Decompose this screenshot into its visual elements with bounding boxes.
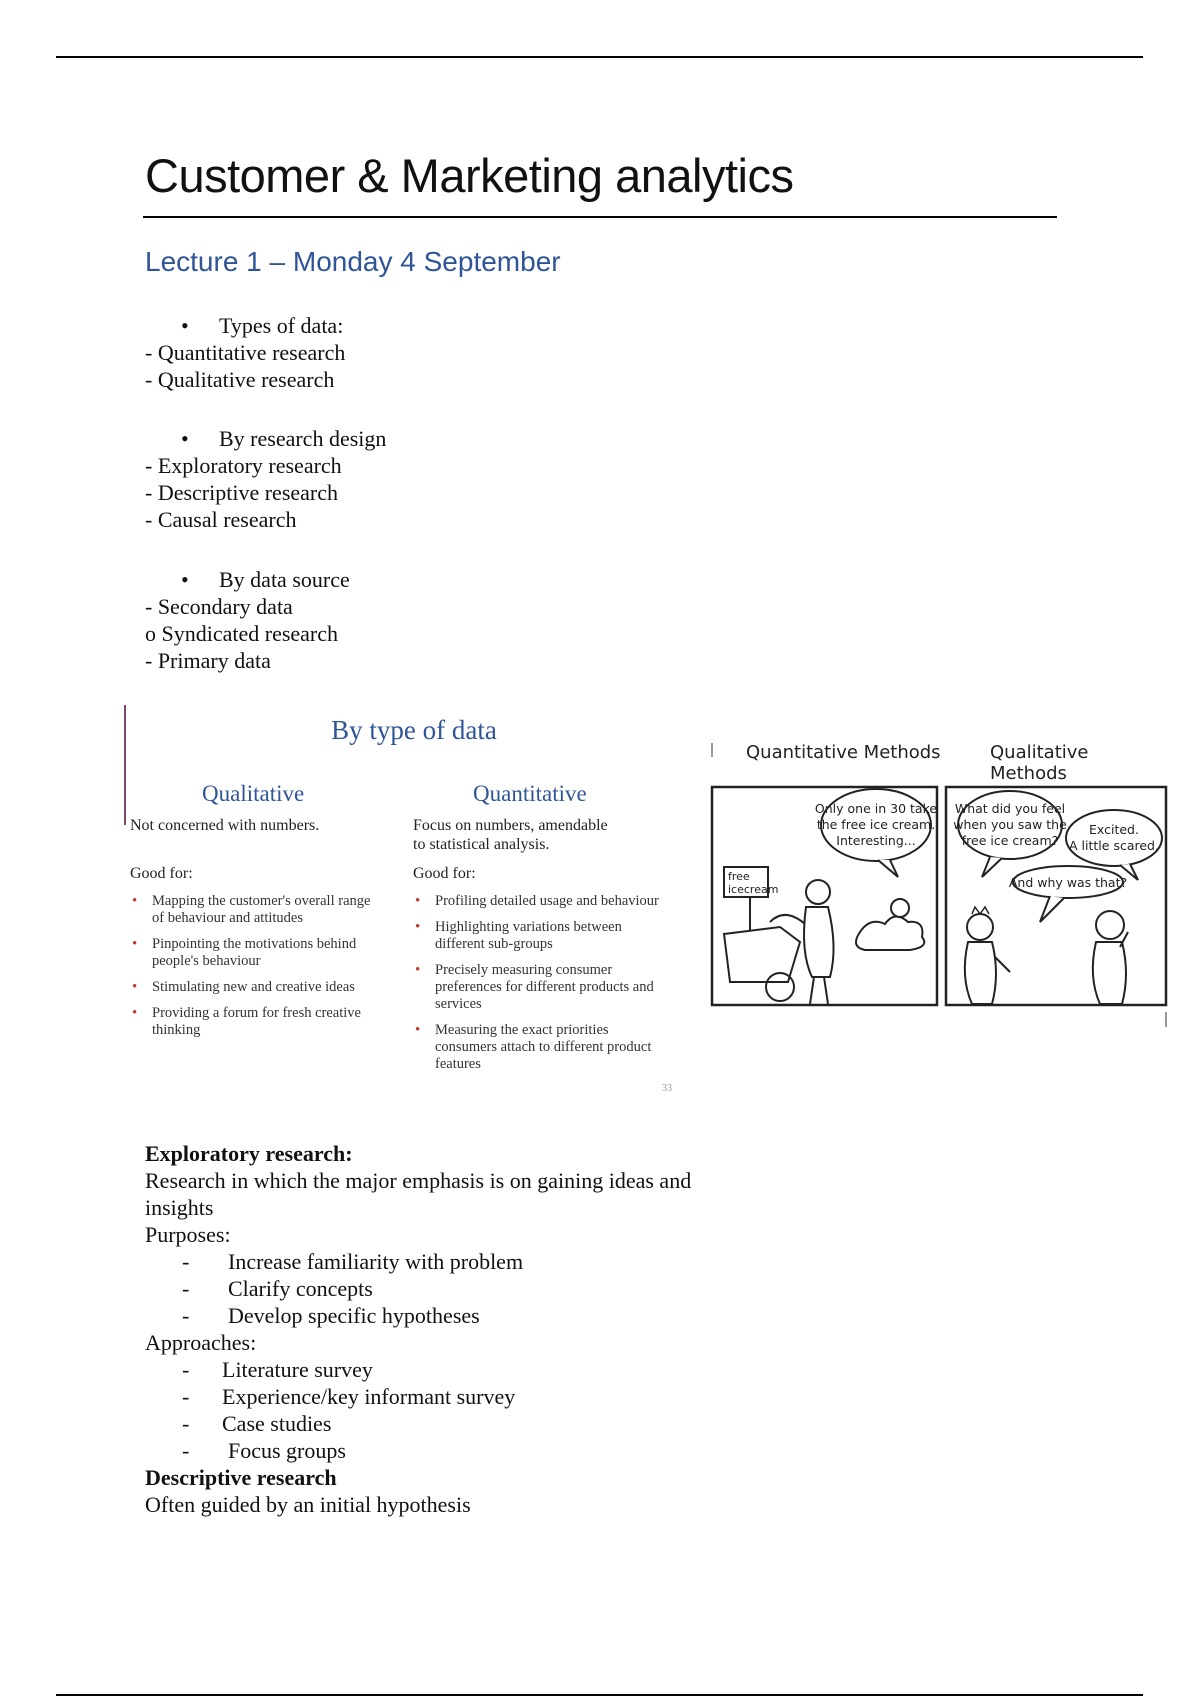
bullet-label: By research design	[219, 426, 387, 451]
cart	[724, 927, 800, 982]
cloud-figure	[856, 916, 924, 950]
exploratory-definition-2: insights	[145, 1195, 214, 1220]
list-item: - Increase familiarity with problem	[182, 1249, 524, 1274]
list-item: - Develop specific hypotheses	[182, 1303, 480, 1328]
exploratory-heading: Exploratory research:	[145, 1141, 353, 1166]
descriptive-text: Often guided by an initial hypothesis	[145, 1492, 471, 1517]
top-rule	[56, 56, 1143, 58]
slide-page-number: 33	[662, 1083, 672, 1094]
respondent-figure	[1096, 911, 1124, 939]
bullet-item	[145, 566, 350, 593]
left-bubble-line: Interesting...	[836, 833, 916, 848]
bullet-label: Types of data:	[219, 313, 344, 338]
quantitative-good-for: Good for:	[413, 865, 476, 882]
title-underline	[143, 216, 1057, 218]
list-item: - Causal research	[145, 507, 297, 532]
qualitative-methods-label: Qualitative Methods	[990, 742, 1089, 784]
comic-illustration	[710, 742, 1168, 1032]
right-bubble-2-line: Excited.	[1089, 822, 1139, 837]
quantitative-description-2: to statistical analysis.	[413, 836, 550, 853]
bullet-dot-icon: •	[181, 313, 189, 338]
list-item: • Profiling detailed usage and behaviour	[413, 893, 673, 910]
lecture-heading: Lecture 1 – Monday 4 September	[145, 246, 561, 277]
purposes-label: Purposes:	[145, 1222, 231, 1247]
right-bubble-1-line: What did you feel	[954, 801, 1066, 816]
slide-image	[124, 705, 672, 1100]
list-item: - Focus groups	[182, 1438, 346, 1463]
qualitative-good-for: Good for:	[130, 865, 193, 882]
list-item: • Stimulating new and creative ideas	[130, 979, 380, 996]
list-item: - Experience/key informant survey	[182, 1384, 516, 1409]
comic-drawing	[710, 742, 1168, 1032]
qualitative-list	[130, 893, 380, 1048]
quantitative-methods-label: Quantitative Methods	[746, 742, 941, 763]
bullet-label: By data source	[219, 567, 350, 592]
list-item: • Mapping the customer's overall range of behaviour and attitudes	[130, 893, 380, 927]
list-item: - Case studies	[182, 1411, 332, 1436]
exploratory-definition-1: Research in which the major emphasis is on gaining ideas and	[145, 1168, 692, 1193]
left-bubble-line: the free ice cream.	[816, 817, 936, 832]
list-item: - Quantitative research	[145, 340, 346, 365]
exploratory-section	[145, 1140, 691, 1518]
quantitative-list	[413, 893, 673, 1082]
slide-title: By type of data	[331, 715, 497, 745]
quantitative-heading: Quantitative	[473, 781, 587, 806]
research-design-group	[145, 425, 386, 533]
interviewer-figure	[967, 914, 993, 940]
bullet-dot-icon: •	[181, 426, 189, 451]
right-bubble-1-line: free ice cream?	[961, 833, 1059, 848]
list-item: • Providing a forum for fresh creative thinking	[130, 1005, 380, 1039]
approaches-label: Approaches:	[145, 1330, 257, 1355]
list-item: - Exploratory research	[145, 453, 342, 478]
descriptive-heading: Descriptive research	[145, 1465, 337, 1490]
vendor-figure	[806, 880, 830, 904]
list-item: • Highlighting variations between different sub-groups	[413, 919, 673, 953]
data-source-group	[145, 566, 350, 674]
right-bubble-2-line: A little scared.	[1069, 838, 1159, 853]
quantitative-description-1: Focus on numbers, amendable	[413, 817, 608, 834]
list-item: • Measuring the exact priorities consumers attach to different product features	[413, 1022, 673, 1073]
list-item: o Syndicated research	[145, 621, 339, 646]
left-bubble-line: Only one in 30 take	[814, 801, 938, 816]
qualitative-description: Not concerned with numbers.	[130, 817, 320, 834]
list-item: • Pinpointing the motivations behind people's behaviour	[130, 936, 380, 970]
right-bubble-3-line: And why was that?	[1008, 875, 1128, 890]
list-item: - Qualitative research	[145, 367, 335, 392]
sign-text: icecream	[728, 883, 779, 896]
bullet-item	[145, 312, 345, 339]
list-item: - Descriptive research	[145, 480, 339, 505]
list-item: - Clarify concepts	[182, 1276, 373, 1301]
bullet-item	[145, 425, 386, 452]
list-item: - Literature survey	[182, 1357, 373, 1382]
list-item: - Primary data	[145, 648, 271, 673]
list-item: • Precisely measuring consumer preferences for different products and services	[413, 962, 673, 1013]
bullet-dot-icon: •	[181, 567, 189, 592]
right-bubble-1-line: when you saw the	[953, 817, 1067, 832]
sign-text: free	[728, 870, 750, 883]
qualitative-heading: Qualitative	[202, 781, 305, 806]
bottom-rule	[56, 1694, 1143, 1696]
document-title: Customer & Marketing analytics	[145, 149, 794, 202]
types-of-data-group	[145, 312, 345, 393]
list-item: - Secondary data	[145, 594, 293, 619]
